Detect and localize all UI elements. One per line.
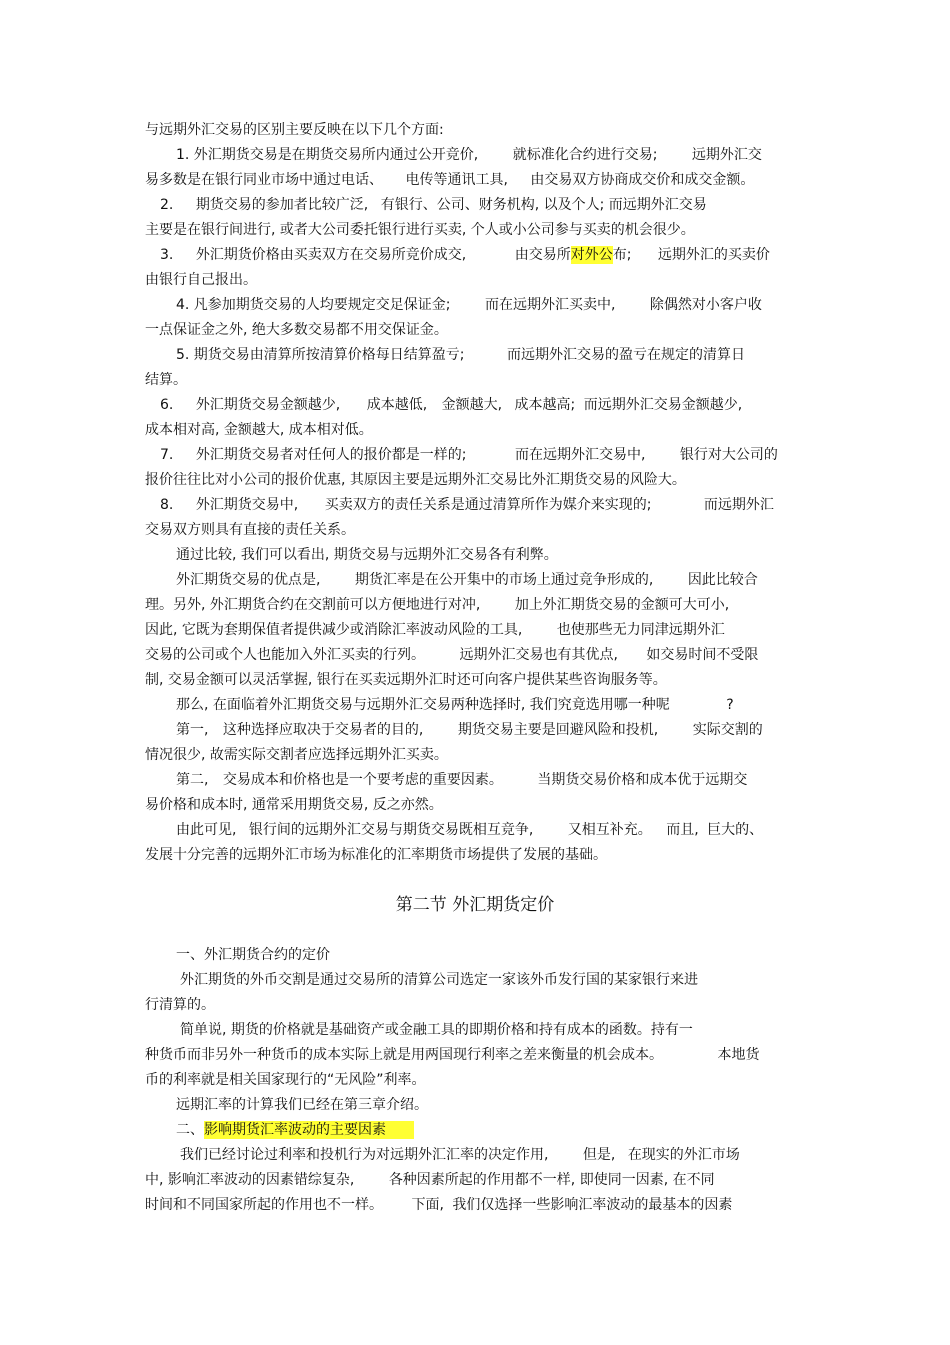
text-line: 币的利率就是相关国家现行的“无风险”利率。 [145, 1072, 426, 1088]
text-run: 第一, [176, 722, 209, 738]
text-run: 我们已经讨论过利率和投机行为对远期外汇汇率的决定作用, [180, 1147, 549, 1163]
text-run: 由交易所 [514, 247, 571, 263]
text-run: 期货交易主要是回避风险和投机, [457, 722, 659, 738]
text-run: 就标准化合约进行交易; [512, 147, 658, 163]
text-run: 8. [160, 497, 174, 513]
text-run: 布; [612, 247, 632, 263]
text-run: 而在远期外汇交易中, [514, 447, 646, 463]
text-run: 实际交割的 [692, 722, 763, 738]
text-line: 由银行自己报出。 [145, 272, 257, 288]
text-line: 发展十分完善的远期外汇市场为标准化的汇率期货市场提供了发展的基础。 [145, 847, 607, 863]
text-line: 情况很少, 故需实际交割者应选择远期外汇买卖。 [145, 747, 448, 763]
text-run: 而在远期外汇买卖中, [484, 297, 616, 313]
text-run: 也使那些无力同津远期外汇 [556, 622, 725, 638]
text-run: 远期外汇交易也有其优点, [459, 647, 618, 663]
text-run: ? [726, 697, 734, 713]
text-run: 2. [160, 197, 174, 213]
text-run: 这种选择应取决于交易者的目的, [222, 722, 424, 738]
text-run: 外汇期货交易者对任何人的报价都是一样的; [195, 447, 467, 463]
text-run: 交易成本和价格也是一个要考虑的重要因素。 [222, 772, 503, 788]
text-line: 报价往往比对小公司的报价优惠, 其原因主要是远期外汇交易比外汇期货交易的风险大。 [145, 472, 686, 488]
text-line: 成本相对高, 金额越大, 成本相对低。 [145, 422, 373, 438]
text-run: 远期外汇交 [691, 147, 762, 163]
text-run: 那么, 在面临着外汇期货交易与远期外汇交易两种选择时, 我们究竟选用哪一种呢 [176, 697, 670, 713]
text-run: 因此比较合 [687, 572, 758, 588]
text-run: 外汇期货价格由买卖双方在交易所竞价成交, [195, 247, 467, 263]
text-line: 主要是在银行间进行, 或者大公司委托银行进行买卖, 个人或小公司参与买卖的机会很少。 [145, 222, 695, 238]
text-run: 因此, 它既为套期保值者提供减少或消除汇率波动风险的工具, [145, 622, 523, 638]
intro-line: 与远期外汇交易的区别主要反映在以下几个方面: [145, 122, 444, 138]
text-run: 3. [160, 247, 174, 263]
text-line: 结算。 [145, 372, 187, 388]
text-run: 各种因素所起的作用都不一样, 即使同一因素, 在不同 [388, 1172, 715, 1188]
question-line [176, 696, 734, 714]
text-run: 成本越低, [366, 397, 428, 413]
text-run: 期货交易的参加者比较广泛, [195, 197, 369, 213]
text-run: 4. 凡参加期货交易的人均要规定交足保证金; [176, 297, 451, 313]
text-line: 行清算的。 [145, 997, 215, 1013]
text-run: 时间和不同国家所起的作用也不一样。 [145, 1197, 383, 1213]
highlighted-text: 对外公 [570, 247, 613, 263]
text-run: 如交易时间不受限 [646, 647, 759, 663]
text-run: 外汇期货交易金额越少, [195, 397, 341, 413]
text-run: 金额越大, [441, 397, 503, 413]
text-run: 而远期外汇 [703, 497, 774, 513]
text-line: 制, 交易金额可以灵活掌握, 银行在买卖远期外汇时还可向客户提供某些咨询服务等。 [145, 672, 667, 688]
text-run: 5. 期货交易由清算所按清算价格每日结算盈亏; [176, 347, 465, 363]
text-line: 一点保证金之外, 绝大多数交易都不用交保证金。 [145, 322, 448, 338]
subsection-heading-1: 一、外汇期货合约的定价 [176, 947, 330, 963]
text-run: 我们仅选择一些影响汇率波动的最基本的因素 [452, 1197, 733, 1213]
text-run: 理。另外, 外汇期货合约在交割前可以方便地进行对冲, [145, 597, 481, 613]
text-run: 6. [160, 397, 174, 413]
text-run: 而且, [666, 822, 699, 838]
text-run: 期货汇率是在公开集中的市场上通过竞争形成的, [354, 572, 654, 588]
text-run: 银行对大公司的 [679, 447, 778, 463]
text-run: 加上外汇期货交易的金额可大可小, [514, 597, 730, 613]
text-run: 在现实的外汇市场 [627, 1147, 740, 1163]
text-run: 而远期外汇交易的盈亏在规定的清算日 [506, 347, 745, 363]
text-run: 由交易双方协商成交价和成交金额。 [530, 172, 755, 188]
text-run: 而远期外汇交易金额越少, [583, 397, 743, 413]
text-run: 易多数是在银行同业市场中通过电话、 [145, 172, 383, 188]
text-run: 巨大的、 [707, 822, 764, 838]
text-line: 易价格和成本时, 通常采用期货交易, 反之亦然。 [145, 797, 443, 813]
text-run: 银行间的远期外汇交易与期货交易既相互竞争, [248, 822, 534, 838]
text-run: 中, 影响汇率波动的因素错综复杂, [145, 1172, 355, 1188]
text-run: 成本越高; [514, 397, 576, 413]
compare-line: 通过比较, 我们可以看出, 期货交易与远期外汇交易各有利弊。 [176, 547, 558, 563]
text-run: 又相互补充。 [567, 822, 652, 838]
text-run: 有银行、公司、财务机构, 以及个人; 而远期外汇交易 [380, 197, 707, 213]
text-run: 外汇期货交易中, [195, 497, 299, 513]
text-run: 1. 外汇期货交易是在期货交易所内通过公开竞价, [176, 147, 479, 163]
text-run: 买卖双方的责任关系是通过清算所作为媒介来实现的; [324, 497, 652, 513]
text-run: 但是, [582, 1147, 616, 1163]
text-run: 下面, [411, 1197, 444, 1213]
text-run: 当期货交易价格和成本优于远期交 [537, 772, 748, 788]
section-title: 第二节 外汇期货定价 [395, 895, 555, 915]
text-line: 简单说, 期货的价格就是基础资产或金融工具的即期价格和持有成本的函数。持有一 [180, 1022, 693, 1038]
text-run: 外汇期货交易的优点是, [176, 572, 321, 588]
text-run: 种货币而非另外一种货币的成本实际上就是用两国现行利率之差来衡量的机会成本。 [145, 1047, 663, 1063]
highlighted-text: 影响期货汇率波动的主要因素 [204, 1121, 414, 1139]
text-line: 交易双方则具有直接的责任关系。 [145, 522, 355, 538]
paragraph-c: 远期汇率的计算我们已经在第三章介绍。 [176, 1097, 428, 1113]
text-run: 7. [160, 447, 174, 463]
text-run: 第二, [176, 772, 209, 788]
text-run: 远期外汇的买卖价 [657, 247, 770, 263]
text-run: 除偶然对小客户收 [649, 297, 762, 313]
text-run: 本地货 [717, 1047, 760, 1063]
text-run: 电传等通讯工具, [405, 172, 508, 188]
text-run: 由此可见, [176, 822, 237, 838]
text-run: 二、 [176, 1122, 204, 1138]
text-run: 交易的公司或个人也能加入外汇买卖的行列。 [145, 647, 425, 663]
subsection-heading-2 [176, 1121, 414, 1139]
text-line: 外汇期货的外币交割是通过交易所的清算公司选定一家该外币发行国的某家银行来进 [180, 972, 698, 988]
